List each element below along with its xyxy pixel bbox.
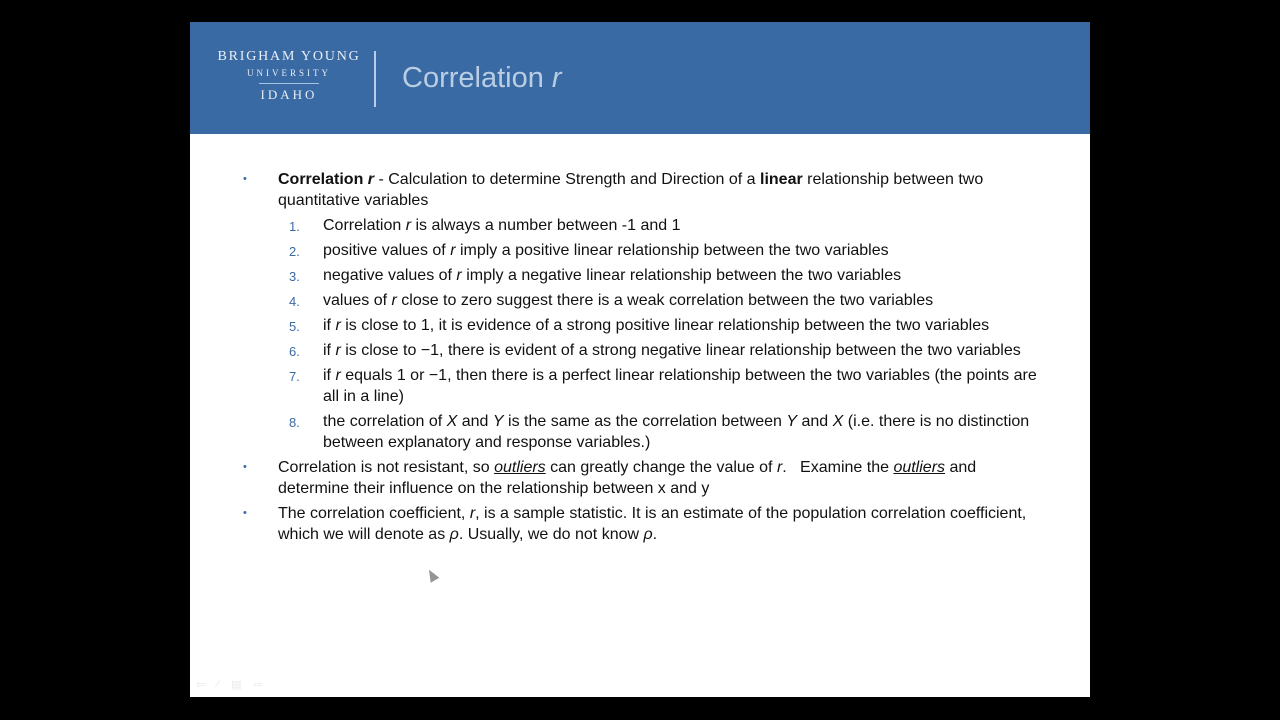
slide: [190, 22, 1090, 697]
list-item: [278, 315, 1038, 336]
list-item: [278, 290, 1038, 311]
slide-menu-icon[interactable]: ▤: [231, 679, 242, 691]
text: The correlation coefficient,: [278, 505, 470, 522]
slide-header: [190, 22, 1090, 134]
item-number: 4.: [289, 294, 300, 309]
variable-rho: ρ: [643, 526, 653, 543]
text: and determine their influence on the relationship between x and y: [278, 459, 977, 497]
variable: r: [469, 505, 476, 522]
text: if: [323, 317, 336, 334]
variable: r: [776, 459, 783, 476]
item-number: 8.: [289, 415, 300, 430]
title-variable: r: [551, 62, 562, 94]
bullet-icon: •: [243, 507, 247, 519]
text: if: [323, 342, 336, 359]
text: is close to −1, there is evident of a strong negative linear relationship between the two variables: [340, 342, 1021, 359]
list-item: [278, 365, 1038, 407]
text: negative values of: [323, 267, 457, 284]
item-number: 2.: [289, 244, 300, 259]
text: is always a number between -1 and 1: [411, 217, 681, 234]
text: positive values of: [323, 242, 451, 259]
variable: Y: [786, 413, 798, 430]
slideshow-controls: [196, 678, 263, 691]
list-item: [278, 240, 1038, 261]
logo-rule: [259, 83, 319, 84]
list-item: [278, 411, 1038, 453]
bullet-sample-statistic: [238, 503, 1038, 545]
variable: r: [450, 242, 456, 259]
text: , is a sample statistic. It is an estimate of the population correlation coefficient, which we will denote as: [278, 505, 1027, 543]
text: and: [457, 413, 493, 430]
emphasis: linear: [760, 171, 803, 188]
variable: Y: [492, 413, 504, 430]
text: the correlation of: [323, 413, 447, 430]
text: - Calculation to determine Strength and Direction of a: [374, 171, 761, 188]
slide-content: [238, 169, 1038, 549]
text: equals 1 or −1, then there is a perfect linear relationship between the two variables (the points are all in a line): [323, 367, 1037, 405]
bullet-icon: •: [243, 461, 247, 473]
title-text: Correlation: [402, 62, 552, 94]
variable: X: [446, 413, 458, 430]
text: is the same as the correlation between: [503, 413, 787, 430]
variable: X: [832, 413, 844, 430]
variable: r: [405, 217, 412, 234]
variable-rho: ρ: [449, 526, 459, 543]
item-number: 7.: [289, 369, 300, 384]
text: is close to 1, it is evidence of a strong positive linear relationship between the two variables: [340, 317, 990, 334]
bullet-icon: •: [243, 173, 247, 185]
text: (i.e. there is no distinction between explanatory and response variables.): [323, 413, 1030, 451]
term: Correlation: [278, 171, 368, 188]
text: relationship between two quantitative variables: [278, 171, 984, 209]
bullet-definition: [238, 169, 1038, 453]
text: close to zero suggest there is a weak correlation between the two variables: [396, 292, 934, 309]
text: can greatly change the value of: [545, 459, 777, 476]
variable: r: [335, 342, 341, 359]
text: imply a negative linear relationship between the two variables: [461, 267, 902, 284]
logo-line-2: UNIVERSITY: [247, 68, 331, 78]
term-variable: r: [367, 171, 375, 188]
next-slide-icon[interactable]: ⇨: [253, 679, 263, 691]
emphasis-outliers: outliers: [494, 459, 546, 476]
slide-title: [402, 60, 562, 96]
text: .: [652, 526, 658, 543]
bullet-outliers: [238, 457, 1038, 499]
text: Correlation is not resistant, so: [278, 459, 495, 476]
item-number: 6.: [289, 344, 300, 359]
previous-slide-icon[interactable]: ⇦: [196, 679, 206, 691]
item-number: 3.: [289, 269, 300, 284]
variable: r: [335, 317, 341, 334]
list-item: [278, 265, 1038, 286]
list-item: [278, 340, 1038, 361]
text: Correlation: [323, 217, 406, 234]
emphasis-outliers: outliers: [893, 459, 946, 476]
item-number: 1.: [289, 219, 300, 234]
text: if: [323, 367, 336, 384]
variable: r: [391, 292, 397, 309]
logo-line-3: IDAHO: [260, 87, 318, 102]
byui-logo: [214, 48, 364, 103]
text: . Usually, we do not know: [458, 526, 644, 543]
list-item: [278, 215, 1038, 236]
header-divider: [374, 51, 376, 107]
text: . Examine the: [782, 459, 894, 476]
variable: r: [456, 267, 462, 284]
text: values of: [323, 292, 392, 309]
pen-icon[interactable]: ∕: [217, 678, 220, 690]
text: imply a positive linear relationship between the two variables: [455, 242, 889, 259]
text: and: [797, 413, 833, 430]
numbered-list: [278, 215, 1038, 453]
variable: r: [335, 367, 341, 384]
item-number: 5.: [289, 319, 300, 334]
logo-line-1: BRIGHAM YOUNG: [217, 49, 361, 64]
